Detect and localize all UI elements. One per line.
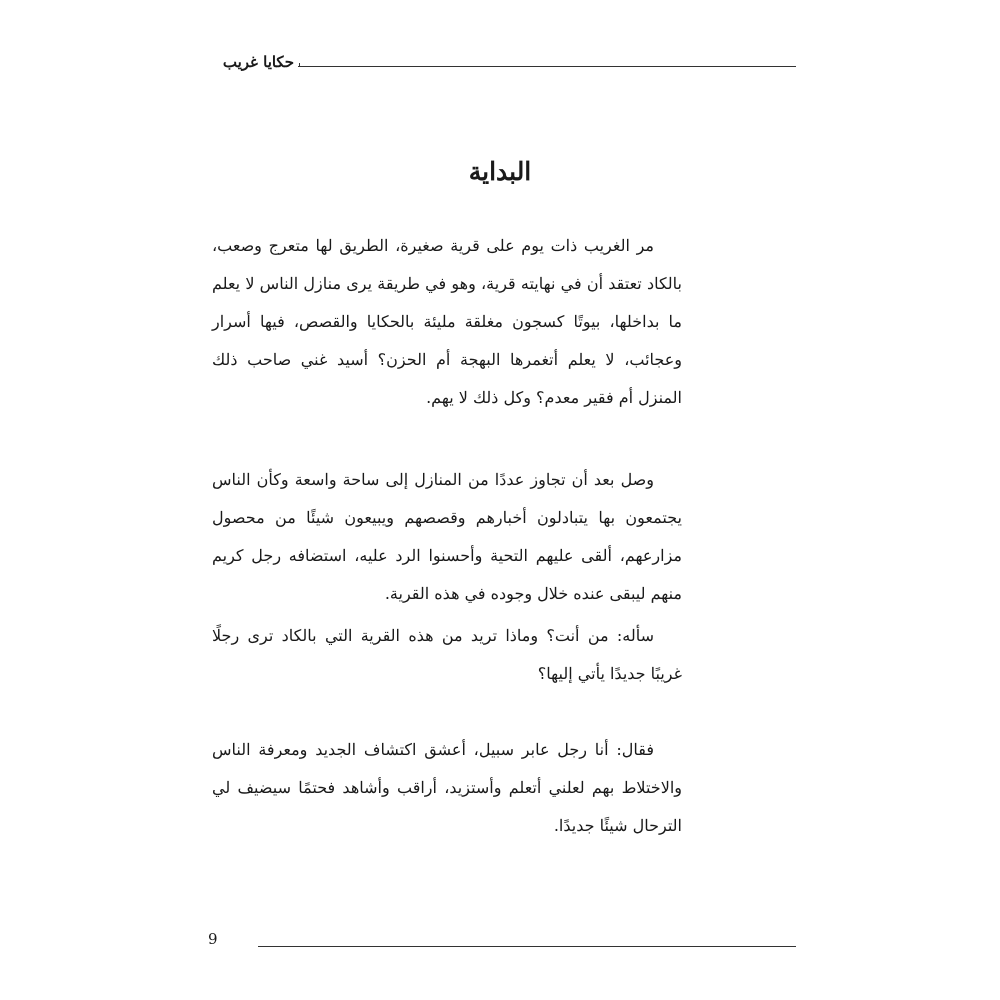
paragraph-3: [212, 617, 682, 693]
footer-rule: [258, 946, 796, 947]
paragraph-text: وصل بعد أن تجاوز عددًا من المنازل إلى ساحة واسعة وكأن الناس يجتمعون بها يتبادلون أخبارهم وقصصهم ويبيعون شيئًا من محصول مزارعهم، ألقى عليهم التحية وأحسنوا الرد عليه، استضافه رجل كريم منهم ليبقى عنده خلال وجوده في هذه القرية.: [212, 470, 682, 603]
chapter-title: البداية: [468, 157, 532, 186]
paragraph-text: سأله: من أنت؟ وماذا تريد من هذه القرية التي بالكاد ترى رجلًا غريبًا جديدًا يأتي إليها؟: [212, 626, 682, 683]
header-rule: [298, 66, 796, 67]
paragraph-1: [212, 227, 682, 417]
running-header-title: حكايا غريب: [222, 53, 294, 71]
paragraph-text: فقال: أنا رجل عابر سبيل، أعشق اكتشاف الجديد ومعرفة الناس والاختلاط بهم لعلني أتعلم وأستزيد، أراقب وأشاهد فحتمًا سيضيف لي الترحال شيئًا جديدًا.: [212, 740, 682, 835]
paragraph-2: [212, 461, 682, 613]
paragraph-4: [212, 731, 682, 845]
paragraph-text: مر الغريب ذات يوم على قرية صغيرة، الطريق لها متعرج وصعب، بالكاد تعتقد أن في نهايته قرية، وهو في طريقة يرى منازل الناس لا يعلم ما بداخلها، بيوتًا كسجون مغلقة مليئة بالحكايا والقصص، فيها أسرار وعجائب، لا يعلم أتغمرها البهجة أم الحزن؟ أسيد غني صاحب ذلك المنزل أم فقير معدم؟ وكل ذلك لا يهم.: [212, 236, 683, 407]
page-number: 9: [208, 930, 218, 948]
